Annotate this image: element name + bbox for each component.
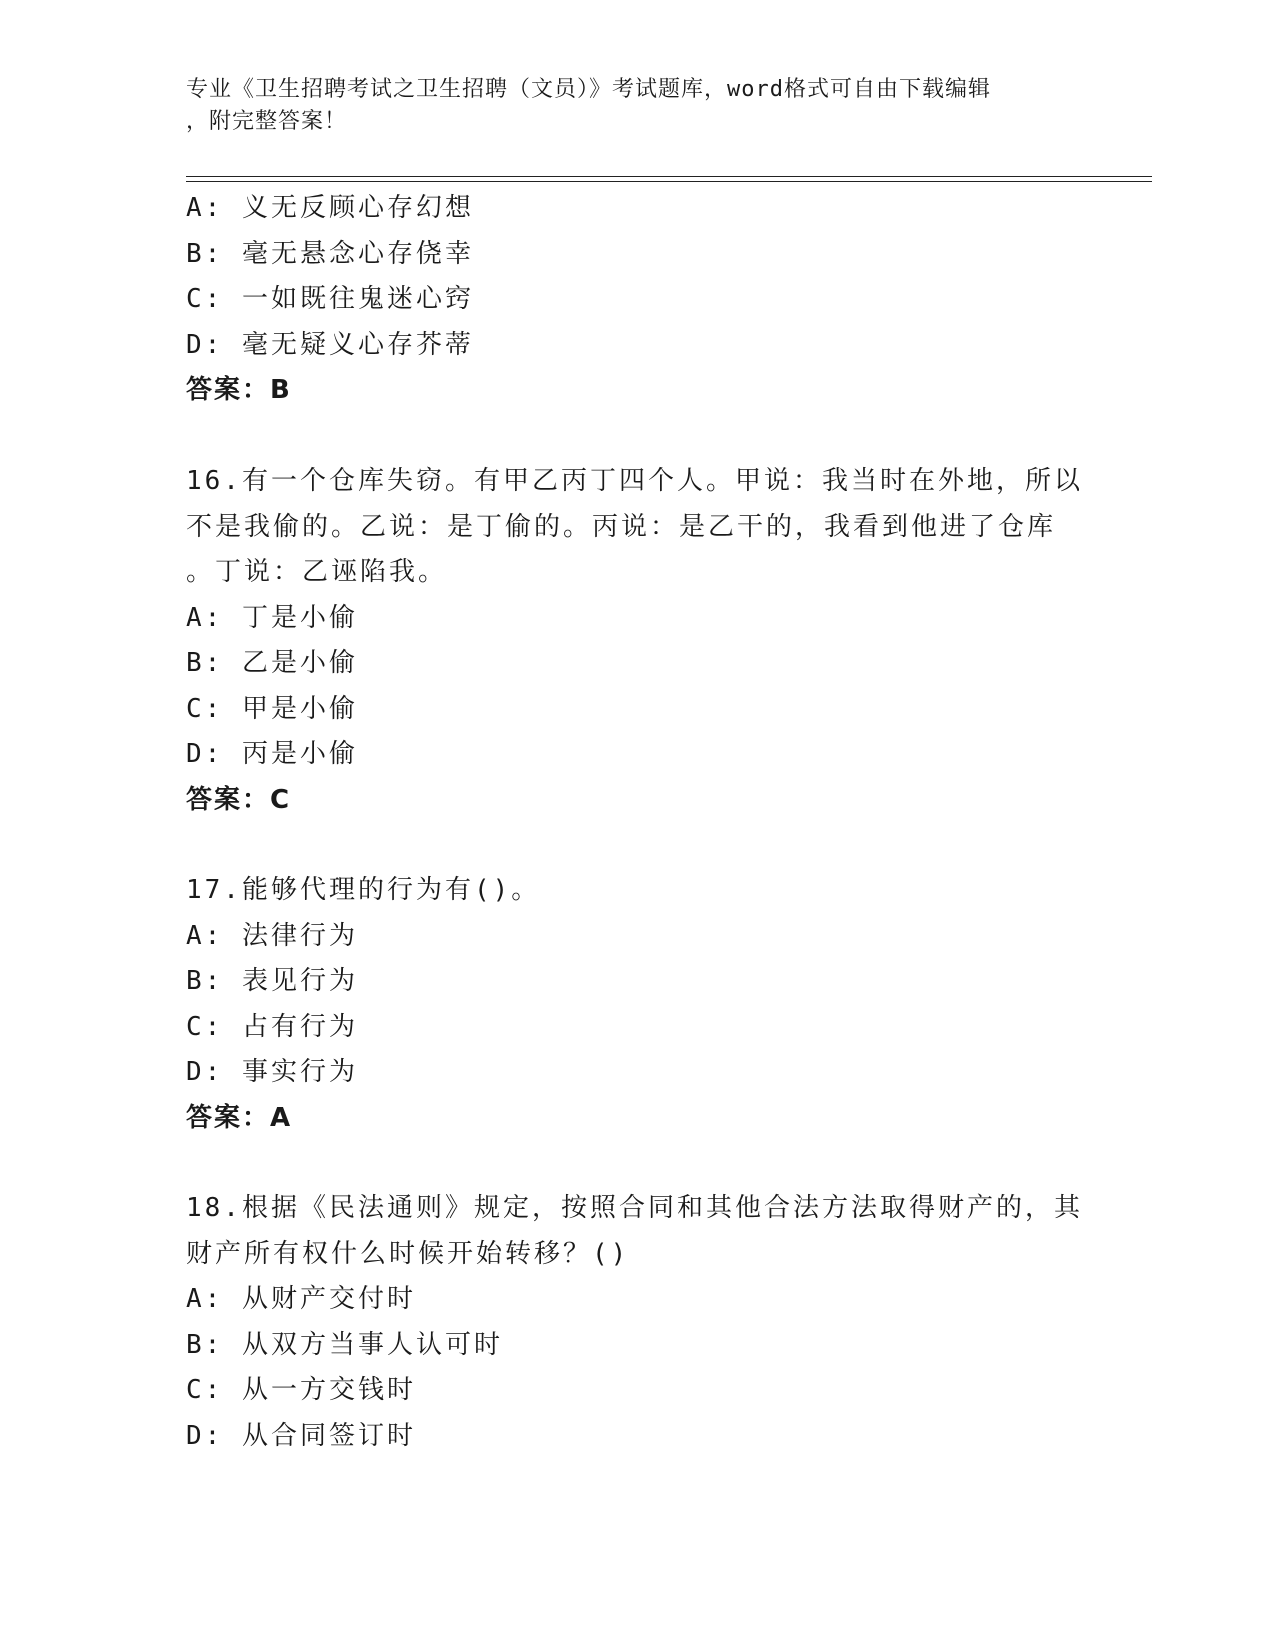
option-d: D: 丙是小偷 — [186, 739, 358, 769]
option-b: B: 毫无悬念心存侥幸 — [186, 238, 474, 269]
option-b: B: 从双方当事人认可时 — [186, 1329, 503, 1360]
question-text-line: 16.有一个仓库失窃。有甲乙丙丁四个人。甲说：我当时在外地，所以 — [186, 466, 1083, 496]
question-17-block — [186, 868, 1086, 1141]
question-text-line: 财产所有权什么时候开始转移？() — [186, 1238, 630, 1269]
header-line-1: 专业《卫生招聘考试之卫生招聘（文员）》考试题库，word格式可自由下载编辑 — [186, 77, 991, 102]
option-d: D: 毫无疑义心存芥蒂 — [186, 329, 474, 360]
answer-line: 答案：C — [186, 784, 292, 815]
option-c: C: 甲是小偷 — [186, 693, 358, 724]
option-a: A: 丁是小偷 — [186, 602, 358, 633]
question-16-block — [186, 459, 1086, 823]
question-text-line: 不是我偷的。乙说：是丁偷的。丙说：是乙干的，我看到他进了仓库 — [186, 511, 1057, 542]
question-text-line: 18.根据《民法通则》规定，按照合同和其他合法方法取得财产的，其 — [186, 1193, 1083, 1223]
question-15-block — [186, 186, 1086, 414]
header-rule-top — [186, 176, 1152, 177]
answer-line: 答案：A — [186, 1102, 293, 1133]
question-text-line: 。丁说：乙诬陷我。 — [186, 557, 448, 587]
question-18-block — [186, 1186, 1086, 1459]
option-a: A: 义无反顾心存幻想 — [186, 193, 474, 223]
document-header — [186, 74, 1066, 138]
option-d: D: 事实行为 — [186, 1057, 358, 1087]
option-c: C: 从一方交钱时 — [186, 1375, 416, 1405]
option-a: A: 从财产交付时 — [186, 1284, 416, 1314]
header-rule-bottom — [186, 181, 1152, 182]
question-text-line: 17.能够代理的行为有()。 — [186, 875, 541, 905]
option-c: C: 一如既往鬼迷心窍 — [186, 284, 474, 314]
option-c: C: 占有行为 — [186, 1011, 358, 1042]
option-a: A: 法律行为 — [186, 920, 358, 951]
option-b: B: 表见行为 — [186, 966, 358, 996]
option-b: B: 乙是小偷 — [186, 648, 358, 678]
option-d: D: 从合同签订时 — [186, 1420, 416, 1451]
header-line-2: ，附完整答案！ — [186, 109, 348, 134]
answer-line: 答案：B — [186, 375, 292, 405]
